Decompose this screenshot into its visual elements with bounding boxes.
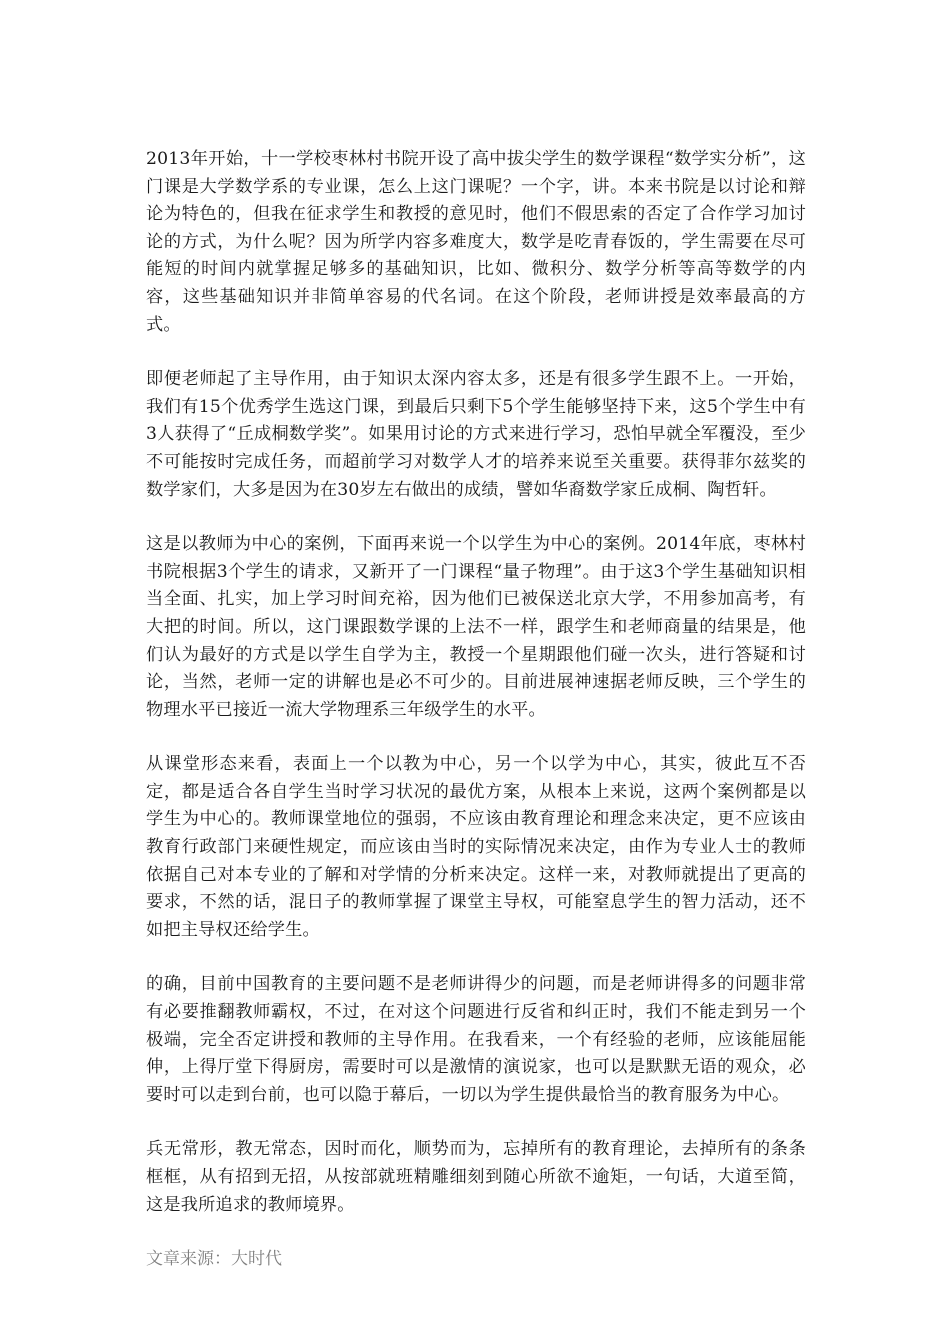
paragraph-5: 的确，目前中国教育的主要问题不是老师讲得少的问题，而是老师讲得多的问题非常有必要推翻教师霸权，不过，在对这个问题进行反省和纠正时，我们不能走到另一个极端，完全否定讲授和教师的主导作用。在我看来，一个有经验的老师，应该能屈能伸，上得厅堂下得厨房，需要时可以是激情的演说家，也可以是默默无语的观众，必要时可以走到台前，也可以隐于幕后，一切以为学生提供最恰当的教育服务为中心。 <box>146 974 806 1105</box>
paragraph-4: 从课堂形态来看，表面上一个以教为中心，另一个以学为中心，其实，彼此互不否定，都是适合各自学生当时学习状况的最优方案，从根本上来说，这两个案例都是以学生为中心的。教师课堂地位的强弱，不应该由教育理论和理念来决定，更不应该由教育行政部门来硬性规定，而应该由当时的实际情况来决定，由作为专业人士的教师依据自己对本专业的了解和对学情的分析来决定。这样一来，对教师就提出了更高的要求，不然的话，混日子的教师掌握了课堂主导权，可能窒息学生的智力活动，还不如把主导权还给学生。 <box>146 754 806 940</box>
paragraph-3: 这是以教师为中心的案例，下面再来说一个以学生为中心的案例。2014年底，枣林村书院根据3个学生的请求，又新开了一门课程“量子物理”。由于这3个学生基础知识相当全面、扎实，加上学习时间充裕，因为他们已被保送北京大学，不用参加高考，有大把的时间。所以，这门课跟数学课的上法不一样，跟学生和老师商量的结果是，他们认为最好的方式是以学生自学为主，教授一个星期跟他们碰一次头，进行答疑和讨论，当然，老师一定的讲解也是必不可少的。目前进展神速据老师反映，三个学生的物理水平已接近一流大学物理系三年级学生的水平。 <box>146 534 806 720</box>
article-body <box>146 146 806 1273</box>
paragraph-1: 2013年开始，十一学校枣林村书院开设了高中拔尖学生的数学课程“数学实分析”，这门课是大学数学系的专业课，怎么上这门课呢？一个字，讲。本来书院是以讨论和辩论为特色的，但我在征求学生和教授的意见时，他们不假思索的否定了合作学习加讨论的方式，为什么呢？因为所学内容多难度大，数学是吃青春饭的，学生需要在尽可能短的时间内就掌握足够多的基础知识，比如、微积分、数学分析等高等数学的内容，这些基础知识并非简单容易的代名词。在这个阶段，老师讲授是效率最高的方式。 <box>146 149 806 335</box>
article-source: 文章来源：大时代 <box>146 1249 282 1270</box>
paragraph-2: 即便老师起了主导作用，由于知识太深内容太多，还是有很多学生跟不上。一开始，我们有15个优秀学生选这门课，到最后只剩下5个学生能够坚持下来，这5个学生中有3人获得了“丘成桐数学奖”。如果用讨论的方式来进行学习，恐怕早就全军覆没，至少不可能按时完成任务，而超前学习对数学人才的培养来说至关重要。获得菲尔兹奖的数学家们，大多是因为在30岁左右做出的成绩，譬如华裔数学家丘成桐、陶哲轩。 <box>146 369 806 500</box>
paragraph-6: 兵无常形，教无常态，因时而化，顺势而为，忘掉所有的教育理论，去掉所有的条条框框，从有招到无招，从按部就班精雕细刻到随心所欲不逾矩，一句话，大道至简，这是我所追求的教师境界。 <box>146 1139 806 1215</box>
